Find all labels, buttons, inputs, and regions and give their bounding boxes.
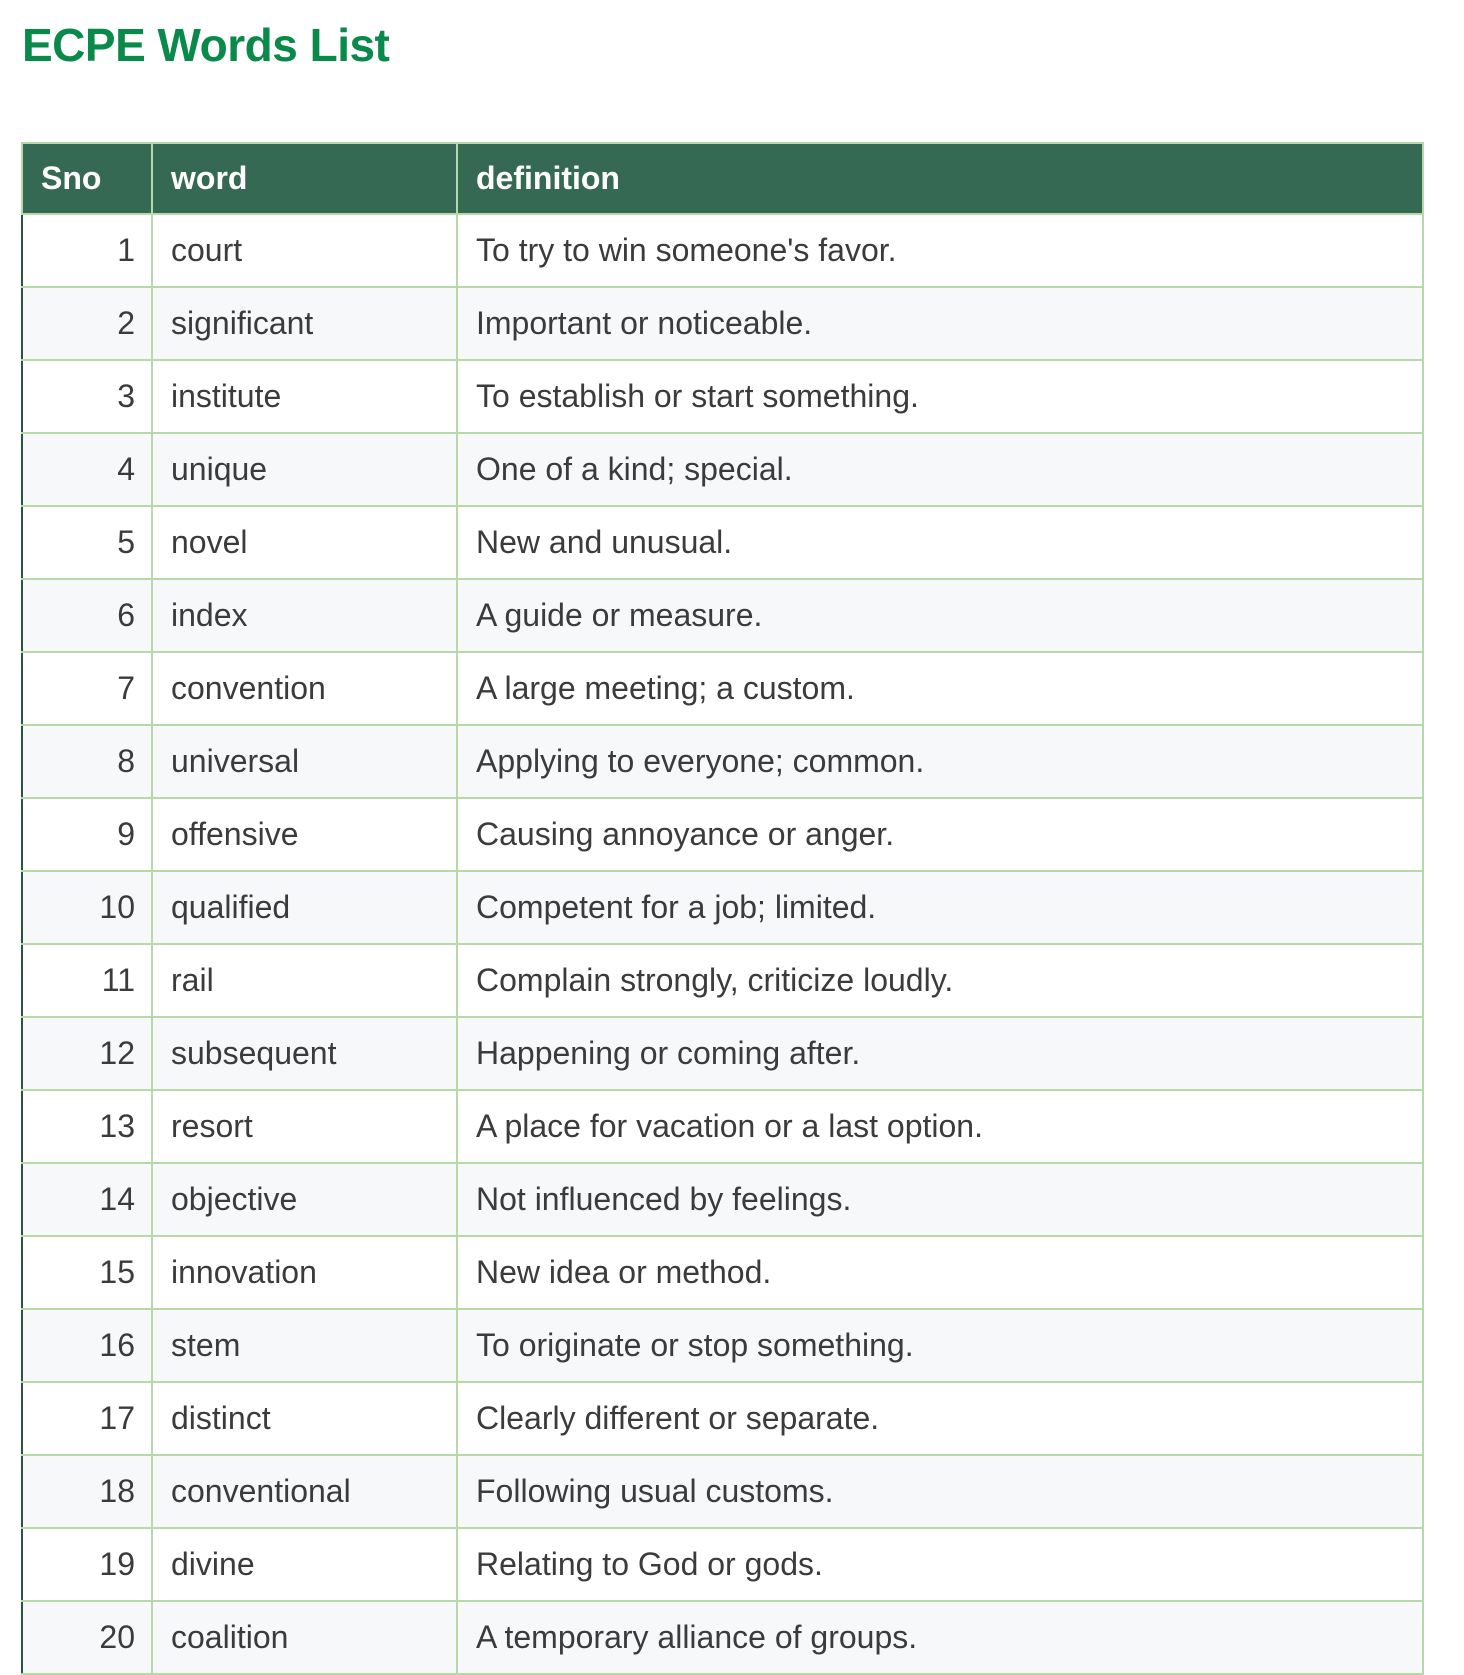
table-header-row (22, 143, 1423, 214)
cell-word: subsequent (152, 1017, 457, 1090)
cell-word: institute (152, 360, 457, 433)
cell-sno: 8 (22, 725, 152, 798)
cell-definition: To originate or stop something. (457, 1309, 1423, 1382)
cell-definition: Applying to everyone; common. (457, 725, 1423, 798)
column-header-word: word (152, 143, 457, 214)
cell-sno: 19 (22, 1528, 152, 1601)
cell-definition: To establish or start something. (457, 360, 1423, 433)
cell-sno: 10 (22, 871, 152, 944)
cell-word: novel (152, 506, 457, 579)
table-row (22, 433, 1423, 506)
cell-word: divine (152, 1528, 457, 1601)
cell-definition: Relating to God or gods. (457, 1528, 1423, 1601)
cell-sno: 6 (22, 579, 152, 652)
table-row (22, 1382, 1423, 1455)
cell-definition: New idea or method. (457, 1236, 1423, 1309)
cell-definition: A temporary alliance of groups. (457, 1601, 1423, 1674)
cell-definition: Important or noticeable. (457, 287, 1423, 360)
cell-sno: 12 (22, 1017, 152, 1090)
cell-word: rail (152, 944, 457, 1017)
cell-definition: A large meeting; a custom. (457, 652, 1423, 725)
table-row (22, 725, 1423, 798)
cell-sno: 16 (22, 1309, 152, 1382)
cell-word: stem (152, 1309, 457, 1382)
cell-word: court (152, 214, 457, 287)
table-row (22, 1528, 1423, 1601)
table-row (22, 1090, 1423, 1163)
table-row (22, 1455, 1423, 1528)
cell-sno: 2 (22, 287, 152, 360)
cell-word: offensive (152, 798, 457, 871)
column-header-definition: definition (457, 143, 1423, 214)
cell-sno: 7 (22, 652, 152, 725)
cell-word: unique (152, 433, 457, 506)
words-table (21, 142, 1424, 1675)
table-row (22, 1309, 1423, 1382)
cell-word: distinct (152, 1382, 457, 1455)
cell-sno: 9 (22, 798, 152, 871)
cell-definition: Competent for a job; limited. (457, 871, 1423, 944)
table-row (22, 798, 1423, 871)
cell-definition: One of a kind; special. (457, 433, 1423, 506)
cell-sno: 18 (22, 1455, 152, 1528)
cell-definition: Complain strongly, criticize loudly. (457, 944, 1423, 1017)
cell-word: significant (152, 287, 457, 360)
cell-word: universal (152, 725, 457, 798)
cell-definition: To try to win someone's favor. (457, 214, 1423, 287)
cell-word: index (152, 579, 457, 652)
table-row (22, 1017, 1423, 1090)
cell-sno: 17 (22, 1382, 152, 1455)
table-row (22, 1601, 1423, 1674)
cell-sno: 11 (22, 944, 152, 1017)
cell-sno: 5 (22, 506, 152, 579)
cell-sno: 14 (22, 1163, 152, 1236)
table-row (22, 214, 1423, 287)
cell-definition: Causing annoyance or anger. (457, 798, 1423, 871)
cell-definition: A guide or measure. (457, 579, 1423, 652)
table-row (22, 506, 1423, 579)
table-row (22, 944, 1423, 1017)
cell-sno: 20 (22, 1601, 152, 1674)
cell-sno: 1 (22, 214, 152, 287)
table-row (22, 871, 1423, 944)
cell-word: convention (152, 652, 457, 725)
cell-definition: Happening or coming after. (457, 1017, 1423, 1090)
cell-definition: Following usual customs. (457, 1455, 1423, 1528)
cell-definition: Not influenced by feelings. (457, 1163, 1423, 1236)
cell-sno: 3 (22, 360, 152, 433)
table-row (22, 579, 1423, 652)
cell-word: innovation (152, 1236, 457, 1309)
cell-definition: A place for vacation or a last option. (457, 1090, 1423, 1163)
cell-definition: New and unusual. (457, 506, 1423, 579)
cell-word: conventional (152, 1455, 457, 1528)
column-header-sno: Sno (22, 143, 152, 214)
table-row (22, 1236, 1423, 1309)
cell-sno: 4 (22, 433, 152, 506)
cell-word: resort (152, 1090, 457, 1163)
table-row (22, 652, 1423, 725)
cell-word: coalition (152, 1601, 457, 1674)
cell-word: objective (152, 1163, 457, 1236)
page-title: ECPE Words List (22, 19, 390, 71)
cell-definition: Clearly different or separate. (457, 1382, 1423, 1455)
cell-sno: 13 (22, 1090, 152, 1163)
table-row (22, 287, 1423, 360)
cell-word: qualified (152, 871, 457, 944)
table-row (22, 360, 1423, 433)
cell-sno: 15 (22, 1236, 152, 1309)
table-row (22, 1163, 1423, 1236)
